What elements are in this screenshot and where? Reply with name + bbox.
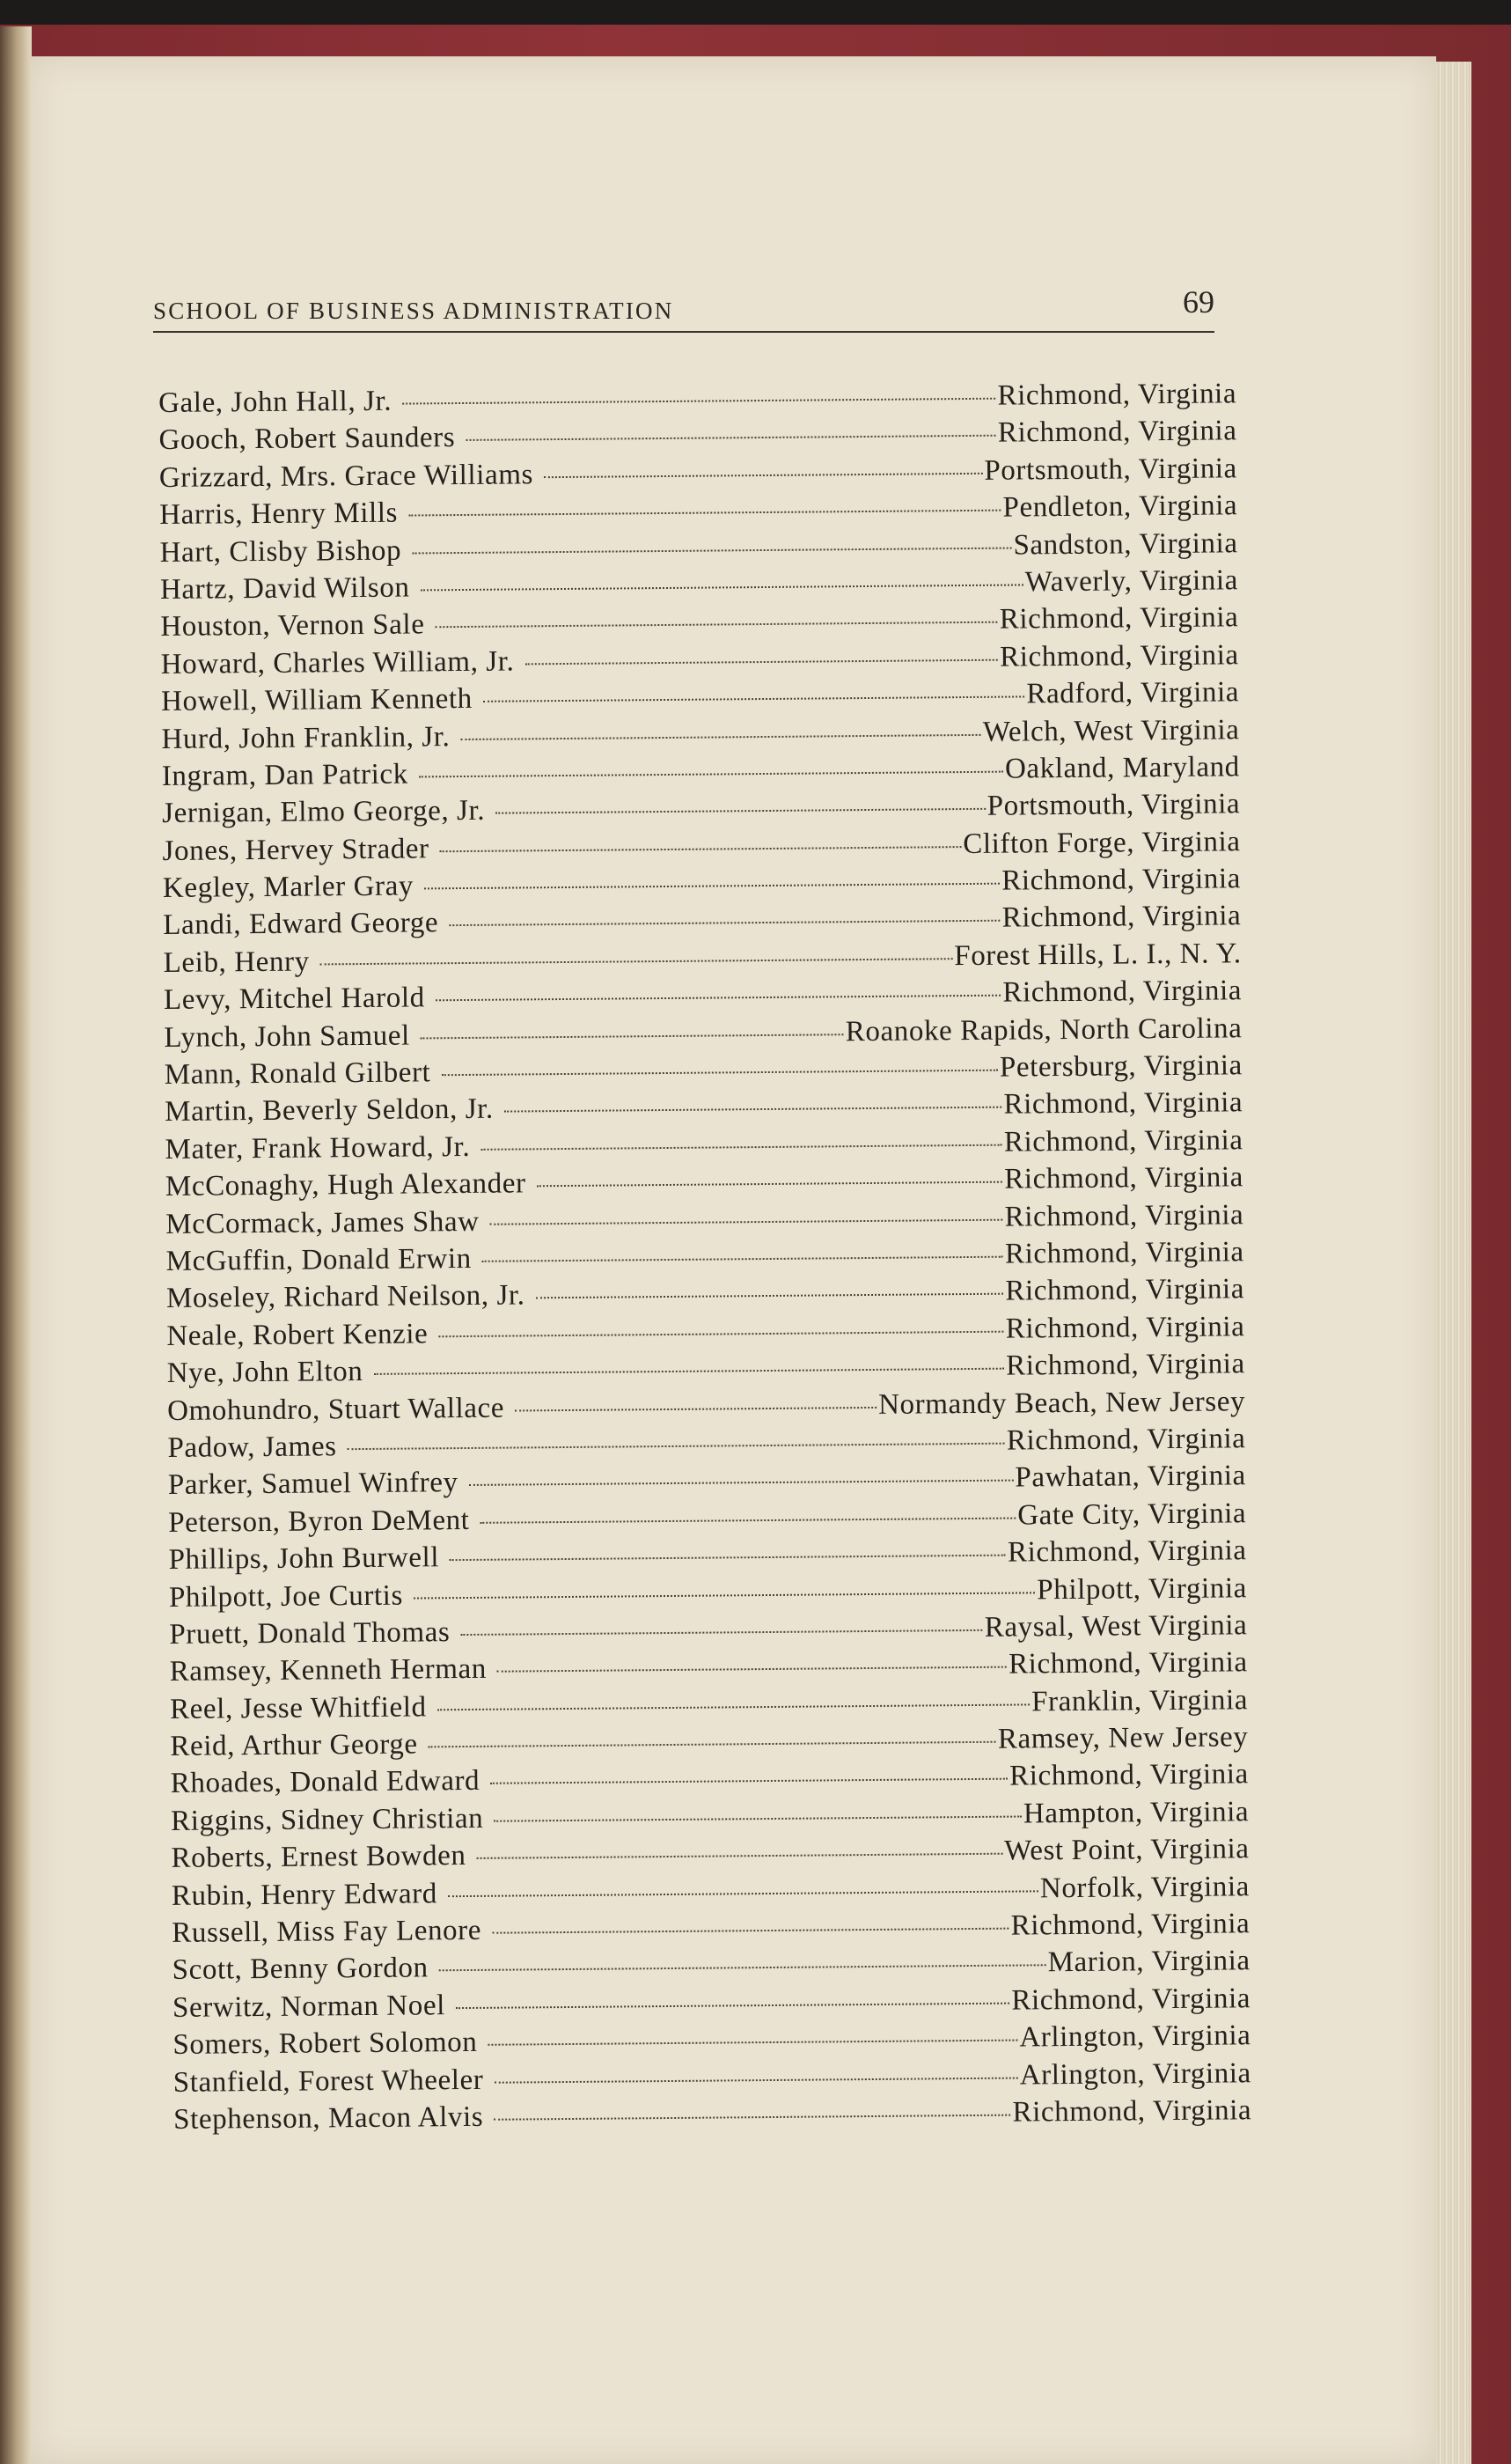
hometown: Marion, Virginia: [1047, 1945, 1251, 1979]
dot-leader: [440, 846, 962, 852]
hometown: Roanoke Rapids, North Carolina: [845, 1011, 1243, 1048]
student-name: Mann, Ronald Gilbert: [164, 1056, 431, 1092]
dot-leader: [436, 622, 998, 629]
student-name: Peterson, Byron DeMent: [168, 1504, 470, 1539]
page-number: 69: [1183, 284, 1214, 320]
student-name: Lynch, John Samuel: [164, 1019, 410, 1054]
dot-leader: [537, 1181, 1003, 1188]
dot-leader: [490, 1218, 1003, 1225]
student-directory-list: [158, 378, 1251, 2141]
dot-leader: [544, 473, 982, 478]
dot-leader: [492, 1928, 1009, 1934]
student-name: Russell, Miss Fay Lenore: [172, 1914, 482, 1949]
student-name: Gooch, Robert Saunders: [158, 422, 456, 457]
hometown: Richmond, Virginia: [1004, 1198, 1244, 1233]
student-name: Howell, William Kenneth: [160, 683, 473, 718]
dot-leader: [460, 733, 980, 739]
student-name: Phillips, John Burwell: [168, 1541, 440, 1577]
hometown: Pendleton, Virginia: [1002, 489, 1238, 524]
student-name: Moseley, Richard Neilson, Jr.: [165, 1279, 525, 1315]
dot-leader: [419, 771, 1003, 778]
student-name: Stephenson, Macon Alvis: [173, 2100, 484, 2136]
dot-leader: [483, 696, 1025, 702]
hometown: Raysal, West Virginia: [984, 1609, 1248, 1644]
student-name: Gale, John Hall, Jr.: [158, 385, 392, 419]
dot-leader: [450, 1555, 1006, 1562]
hometown: Arlington, Virginia: [1019, 2019, 1251, 2054]
hometown: Richmond, Virginia: [1005, 1273, 1245, 1308]
dot-leader: [476, 1853, 1002, 1859]
student-name: Neale, Robert Kenzie: [166, 1318, 429, 1352]
dot-leader: [497, 1666, 1007, 1673]
dot-leader: [504, 1107, 1002, 1113]
hometown: Philpott, Virginia: [1037, 1571, 1248, 1606]
student-name: Parker, Samuel Winfrey: [167, 1467, 458, 1502]
student-name: Riggins, Sidney Christian: [171, 1802, 484, 1837]
page-stack-edge: [1436, 62, 1471, 2464]
hometown: Oakland, Maryland: [1004, 751, 1240, 785]
hometown: Richmond, Virginia: [1004, 1236, 1244, 1270]
hometown: Petersburg, Virginia: [999, 1049, 1243, 1084]
student-name: Hart, Clisby Bishop: [159, 534, 402, 569]
dot-leader: [456, 2002, 1010, 2008]
hometown: Richmond, Virginia: [1001, 863, 1242, 897]
hometown: Richmond, Virginia: [997, 378, 1237, 412]
dot-leader: [494, 2115, 1010, 2121]
hometown: Richmond, Virginia: [1010, 1908, 1251, 1942]
student-name: Pruett, Donald Thomas: [169, 1616, 451, 1651]
hometown: Richmond, Virginia: [1007, 1534, 1247, 1569]
dot-leader: [524, 658, 998, 665]
hometown: Hampton, Virginia: [1023, 1796, 1250, 1830]
dot-leader: [402, 398, 995, 405]
dot-leader: [421, 1033, 844, 1039]
hometown: Welch, West Virginia: [982, 713, 1240, 748]
hometown: Norfolk, Virginia: [1039, 1870, 1251, 1904]
student-name: Reel, Jesse Whitfield: [169, 1691, 427, 1725]
hometown: Forest Hills, L. I., N. Y.: [954, 938, 1242, 972]
student-name: Martin, Beverly Seldon, Jr.: [165, 1093, 495, 1129]
hometown: Richmond, Virginia: [1003, 1086, 1243, 1122]
student-name: Rubin, Henry Edward: [171, 1877, 438, 1912]
dot-leader: [482, 1256, 1003, 1262]
hometown: Portsmouth, Virginia: [987, 788, 1241, 823]
dot-leader: [449, 920, 1001, 926]
hometown: Richmond, Virginia: [1006, 1423, 1246, 1457]
dot-leader: [373, 1368, 1004, 1375]
dot-leader: [436, 995, 1001, 1002]
hometown: Richmond, Virginia: [1012, 2094, 1252, 2129]
hometown: Arlington, Virginia: [1019, 2056, 1251, 2092]
student-name: McGuffin, Donald Erwin: [165, 1242, 472, 1277]
dot-leader: [480, 1517, 1016, 1523]
facing-page-edge: [0, 26, 32, 2464]
dot-leader: [437, 1703, 1031, 1710]
student-name: Rhoades, Donald Edward: [170, 1765, 480, 1800]
hometown: Normandy Beach, New Jersey: [877, 1385, 1246, 1421]
student-name: Houston, Vernon Sale: [160, 608, 425, 644]
hometown: Sandston, Virginia: [1013, 526, 1238, 562]
dot-leader: [439, 1965, 1046, 1972]
dot-leader: [441, 1070, 998, 1077]
dot-leader: [460, 1629, 982, 1636]
student-name: Landi, Edward George: [163, 907, 439, 942]
student-name: Nye, John Elton: [166, 1356, 363, 1390]
student-name: Scott, Benny Gordon: [172, 1952, 429, 1987]
student-name: Philpott, Joe Curtis: [168, 1579, 404, 1614]
student-name: Padow, James: [167, 1431, 337, 1464]
hometown: Clifton Forge, Virginia: [963, 825, 1241, 860]
dot-leader: [421, 584, 1023, 591]
dot-leader: [490, 1778, 1008, 1784]
student-name: Hartz, David Wilson: [159, 571, 410, 606]
dot-leader: [494, 1815, 1022, 1821]
dot-leader: [320, 958, 953, 965]
student-name: Jernigan, Elmo George, Jr.: [162, 795, 486, 830]
dot-leader: [429, 1741, 996, 1748]
hometown: Richmond, Virginia: [1005, 1348, 1245, 1382]
dot-leader: [412, 547, 1011, 554]
student-name: Leib, Henry: [163, 945, 310, 979]
hometown: Richmond, Virginia: [1002, 975, 1243, 1009]
hometown: Richmond, Virginia: [1011, 1982, 1251, 2017]
hometown: Radford, Virginia: [1026, 676, 1240, 710]
running-header: [123, 264, 1214, 335]
hometown: West Point, Virginia: [1003, 1833, 1250, 1867]
student-name: Grizzard, Mrs. Grace Williams: [158, 459, 534, 494]
hometown: Richmond, Virginia: [997, 415, 1237, 450]
student-name: Omohundro, Stuart Wallace: [166, 1392, 505, 1427]
dot-leader: [408, 510, 1001, 517]
hometown: Waverly, Virginia: [1024, 564, 1239, 599]
header-rule: [153, 331, 1214, 333]
dot-leader: [469, 1480, 1014, 1486]
student-name: Stanfield, Forest Wheeler: [172, 2063, 484, 2099]
student-name: Kegley, Marler Gray: [162, 870, 414, 905]
hometown: Portsmouth, Virginia: [984, 452, 1238, 487]
student-name: Somers, Robert Solomon: [172, 2026, 478, 2062]
hometown: Gate City, Virginia: [1017, 1497, 1247, 1532]
dot-leader: [515, 1406, 877, 1411]
student-name: Serwitz, Norman Noel: [172, 1990, 446, 2024]
student-name: Hurd, John Franklin, Jr.: [161, 720, 451, 755]
hometown: Richmond, Virginia: [1009, 1758, 1249, 1793]
hometown: Richmond, Virginia: [999, 601, 1239, 636]
hometown: Ramsey, New Jersey: [997, 1721, 1249, 1755]
dot-leader: [348, 1443, 1005, 1451]
hometown: Richmond, Virginia: [1001, 900, 1242, 935]
student-name: Ramsey, Kenneth Herman: [169, 1653, 488, 1688]
hometown: Richmond, Virginia: [1005, 1311, 1245, 1345]
student-name: Mater, Frank Howard, Jr.: [165, 1130, 471, 1166]
dot-leader: [466, 435, 996, 441]
student-name: Harris, Henry Mills: [159, 496, 399, 532]
hometown: Richmond, Virginia: [1003, 1124, 1243, 1158]
student-name: Howard, Charles William, Jr.: [160, 645, 515, 680]
dot-leader: [488, 2040, 1017, 2046]
student-name: McCormack, James Shaw: [165, 1205, 480, 1240]
dot-leader: [480, 1144, 1002, 1150]
dot-leader: [536, 1293, 1004, 1299]
student-name: Jones, Hervey Strader: [162, 833, 429, 867]
dot-leader: [494, 2077, 1017, 2083]
dot-leader: [495, 808, 986, 814]
hometown: Franklin, Virginia: [1031, 1683, 1249, 1718]
student-name: Reid, Arthur George: [170, 1728, 418, 1763]
dot-leader: [438, 1330, 1003, 1337]
hometown: Pawhatan, Virginia: [1015, 1460, 1246, 1494]
student-name: Roberts, Ernest Bowden: [171, 1840, 466, 1875]
dot-leader: [414, 1592, 1035, 1599]
section-title: SCHOOL OF BUSINESS ADMINISTRATION: [153, 298, 674, 324]
hometown: Richmond, Virginia: [1004, 1161, 1244, 1195]
student-name: Ingram, Dan Patrick: [161, 758, 408, 792]
dot-leader: [448, 1890, 1038, 1897]
student-name: Levy, Mitchel Harold: [163, 982, 425, 1017]
student-name: McConaghy, Hugh Alexander: [165, 1167, 526, 1203]
hometown: Richmond, Virginia: [1008, 1646, 1248, 1681]
hometown: Richmond, Virginia: [999, 639, 1239, 673]
dot-leader: [424, 883, 1000, 890]
